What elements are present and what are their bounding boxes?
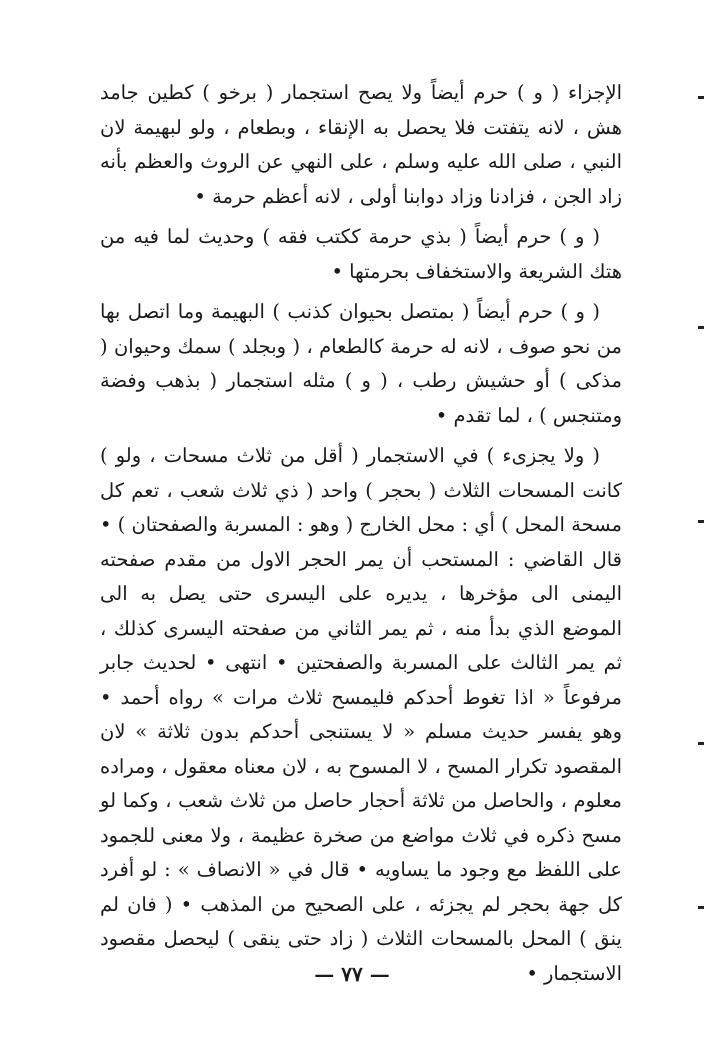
binding-mark [698, 520, 704, 523]
paragraph-1: الإجزاء ( و ) حرم أيضاً ولا يصح استجمار ( برخو ) كطين جامد هش ، لانه يتفتت فلا يحصل به الإنقاء ، وبطعام ، ولو لبهيمة لان النبي ، صلى الله عليه وسلم ، على النهي عن الروث والعظم بأنه زاد الجن ، فزادنا وزاد دوابنا أولى ، لانه أعظم حرمة • [100, 81, 622, 208]
binding-mark [698, 906, 704, 909]
binding-mark [698, 742, 704, 745]
binding-mark [698, 96, 704, 99]
binding-mark [698, 326, 704, 329]
body-text [100, 76, 622, 997]
paragraph-2: ( و ) حرم أيضاً ( بذي حرمة ككتب فقه ) وحديث لما فيه من هتك الشريعة والاستخفاف بحرمتها • [100, 225, 622, 283]
page-number: — ٧٧ — [314, 962, 390, 986]
paragraph-4: ( ولا يجزىء ) في الاستجمار ( أقل من ثلاث مسحات ، ولو ) كانت المسحات الثلاث ( بحجر ) واحد ( ذي ثلاث شعب ، تعم كل مسحة المحل ) أي : محل الخارج ( وهو : المسربة والصفحتان ) • قال القاضي : المستحب أن يمر الحجر الاول من مقدم صفحته اليمنى الى مؤخرها ، يديره على اليسرى حتى يصل به الى الموضع الذي بدأ منه ، ثم يمر الثاني من صفحته اليسرى كذلك ، ثم يمر الثالث على المسربة والصفحتين • انتهى • لحديث جابر مرفوعاً « اذا تغوط أحدكم فليمسح ثلاث مرات » رواه أحمد • وهو يفسر حديث مسلم « لا يستنجى أحدكم بدون ثلاثة » لان المقصود تكرار المسح ، لا المسوح به ، لان معناه معقول ، ومراده معلوم ، والحاصل من ثلاثة أحجار حاصل من ثلاث شعب ، وكما لو مسح ذكره في ثلاث مواضع من صخرة عظيمة ، ولا معنى للجمود على اللفظ مع وجود ما يساويه • قال في « الانصاف » : لو أفرد كل جهة بحجر لم يجزئه ، على الصحيح من المذهب • ( فان لم ينق ) المحل بالمسحات الثلاث ( زاد حتى ينقى ) ليحصل مقصود الاستجمار • [99, 444, 622, 985]
paragraph-3: ( و ) حرم أيضاً ( بمتصل بحيوان كذنب ) البهيمة وما اتصل بها من نحو صوف ، لانه له حرمة كالطعام ، ( وبجلد ) سمك وحيوان ( مذكى ) أو حشيش رطب ، ( و ) مثله استجمار ( بذهب وفضة ومتنجس ) ، لما تقدم • [100, 300, 622, 427]
